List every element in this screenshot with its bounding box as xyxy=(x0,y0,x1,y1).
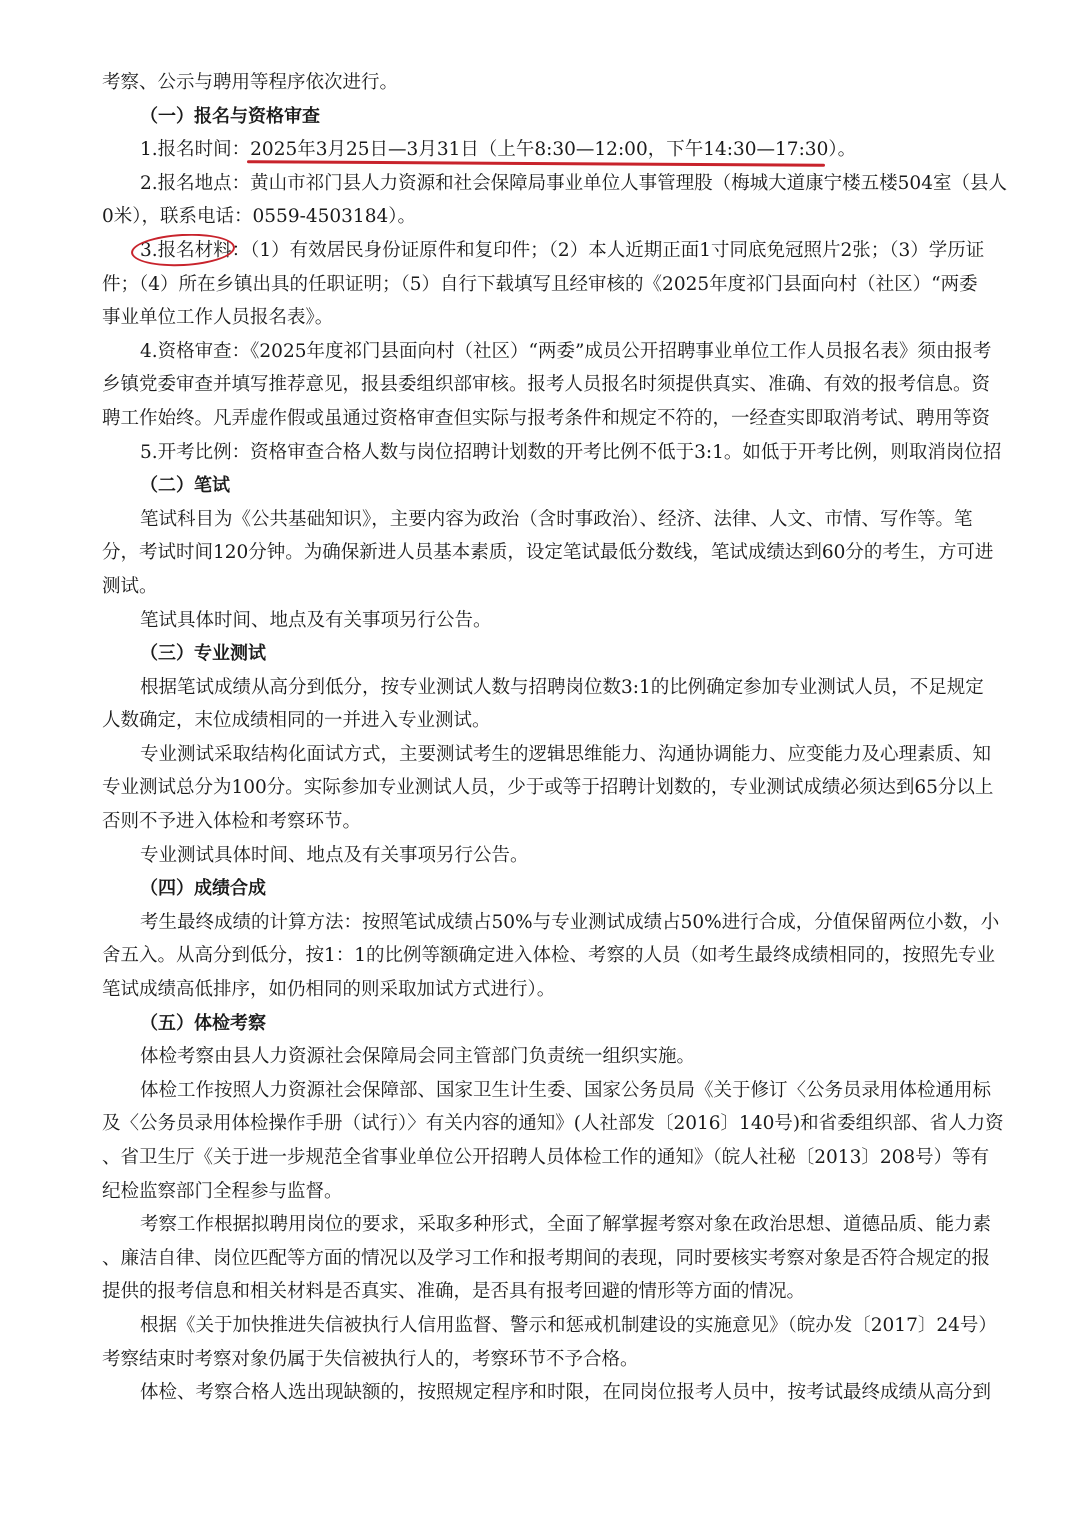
paragraph-line: 笔试具体时间、地点及有关事项另行公告。 xyxy=(140,609,492,631)
paragraph-line: 乡镇党委审查并填写推荐意见，报县委组织部审核。报考人员报名时须提供真实、准确、有效的报考信息。资 xyxy=(102,374,991,396)
paragraph-line: 专业测试采取结构化面试方式，主要测试考生的逻辑思维能力、沟通协调能力、应变能力及心理素质、知 xyxy=(140,743,992,765)
section-heading: （二）笔试 xyxy=(140,475,230,497)
line-prefix: 1.报名时间： xyxy=(140,139,251,161)
section-heading: （四）成绩合成 xyxy=(140,878,266,900)
paragraph-line: 件；（4）所在乡镇出具的任职证明；（5）自行下载填写且经审核的《2025年度祁门县面向村（社区）“两委 xyxy=(102,273,978,295)
paragraph-line: 笔试成绩高低排序，如仍相同的则采取加试方式进行）。 xyxy=(102,979,556,1001)
paragraph-line: 考生最终成绩的计算方法：按照笔试成绩占50%与专业测试成绩占50%进行合成，分值保留两位小数，小 xyxy=(140,911,1000,933)
paragraph-line: 测试。 xyxy=(102,575,158,597)
paragraph-line: 体检工作按照人力资源社会保障部、国家卫生计生委、国家公务员局《关于修订〈公务员录用体检通用标 xyxy=(140,1079,992,1101)
paragraph-line: 2.报名地点：黄山市祁门县人力资源和社会保障局事业单位人事管理股（梅城大道康宁楼五楼504室（县人 xyxy=(140,172,1007,194)
paragraph-line: 0米），联系电话：0559-4503184）。 xyxy=(102,206,416,228)
paragraph-line: 考察工作根据拟聘用岗位的要求，采取多种形式，全面了解掌握考察对象在政治思想、道德品质、能力素 xyxy=(140,1214,992,1236)
paragraph-line: 及〈公务员录用体检操作手册（试行）〉有关内容的通知》(人社部发〔2016〕140号)和省委组织部、省人力资 xyxy=(102,1113,1004,1135)
paragraph-line: 专业测试具体时间、地点及有关事项另行公告。 xyxy=(140,844,529,866)
document-body xyxy=(102,66,1016,1402)
circled-label: 3.报名材料 xyxy=(140,239,232,261)
paragraph-line: 4.资格审查：《2025年度祁门县面向村（社区）“两委”成员公开招聘事业单位工作人员报名表》须由报考 xyxy=(140,340,992,362)
paragraph-line: 考察、公示与聘用等程序依次进行。 xyxy=(102,72,399,93)
paragraph-line: 舍五入。从高分到低分，按1：1的比例等额确定进入体检、考察的人员（如考生最终成绩相同的，按照先专业 xyxy=(102,945,996,967)
paragraph-line: 根据《关于加快推进失信被执行人信用监督、警示和惩戒机制建设的实施意见》（皖办发〔2017〕24号） xyxy=(140,1314,997,1336)
paragraph-line: 否则不予进入体检和考察环节。 xyxy=(102,811,362,833)
paragraph-line: 人数确定，末位成绩相同的一并进入专业测试。 xyxy=(102,710,491,732)
paragraph-line xyxy=(102,234,1016,268)
section-heading: （一）报名与资格审查 xyxy=(140,105,320,127)
line-rest: ：（1）有效居民身份证原件和复印件；（2）本人近期正面1寸同底免冠照片2张；（3）学历证 xyxy=(231,239,985,261)
paragraph-line: 聘工作始终。凡弄虚作假或虽通过资格审查但实际与报考条件和规定不符的，一经查实即取消考试、聘用等资 xyxy=(102,407,991,429)
paragraph-line: 、廉洁自律、岗位匹配等方面的情况以及学习工作和报考期间的表现，同时要核实考察对象是否符合规定的报 xyxy=(102,1247,991,1269)
paragraph-line: 体检、考察合格人选出现缺额的，按照规定程序和时限，在同岗位报考人员中，按考试最终成绩从高分到 xyxy=(140,1382,992,1403)
paragraph-line: 考察结束时考察对象仍属于失信被执行人的，考察环节不予合格。 xyxy=(102,1348,639,1370)
underlined-date-range: 2025年3月25日—3月31日（上午8:30—12:00，下午14:30—17:30）。 xyxy=(250,139,857,161)
paragraph-line: 笔试科目为《公共基础知识》，主要内容为政治（含时事政治）、经济、法律、人文、市情、写作等。笔 xyxy=(140,508,973,530)
paragraph-line xyxy=(102,133,1016,167)
paragraph-line: 根据笔试成绩从高分到低分，按专业测试人数与招聘岗位数3:1的比例确定参加专业测试人员，不足规定 xyxy=(140,676,984,698)
paragraph-line: 体检考察由县人力资源社会保障局会同主管部门负责统一组织实施。 xyxy=(140,1046,696,1068)
section-heading: （三）专业测试 xyxy=(140,643,266,665)
paragraph-line: 、省卫生厅《关于进一步规范全省事业单位公开招聘人员体检工作的通知》（皖人社秘〔2013〕208号）等有 xyxy=(102,1147,990,1168)
paragraph-line: 分，考试时间120分钟。为确保新进人员基本素质，设定笔试最低分数线，笔试成绩达到60分的考生，方可进 xyxy=(102,542,994,564)
paragraph-line: 提供的报考信息和相关材料是否真实、准确，是否具有报考回避的情形等方面的情况。 xyxy=(102,1281,806,1303)
paragraph-line: 5.开考比例：资格审查合格人数与岗位招聘计划数的开考比例不低于3:1。如低于开考比例，则取消岗位招 xyxy=(140,441,1002,463)
paragraph-line: 专业测试总分为100分。实际参加专业测试人员，少于或等于招聘计划数的，专业测试成绩必须达到65分以上 xyxy=(102,777,994,799)
paragraph-line: 纪检监察部门全程参与监督。 xyxy=(102,1180,343,1202)
paragraph-line: 事业单位工作人员报名表》。 xyxy=(102,307,334,329)
section-heading: （五）体检考察 xyxy=(140,1012,266,1034)
